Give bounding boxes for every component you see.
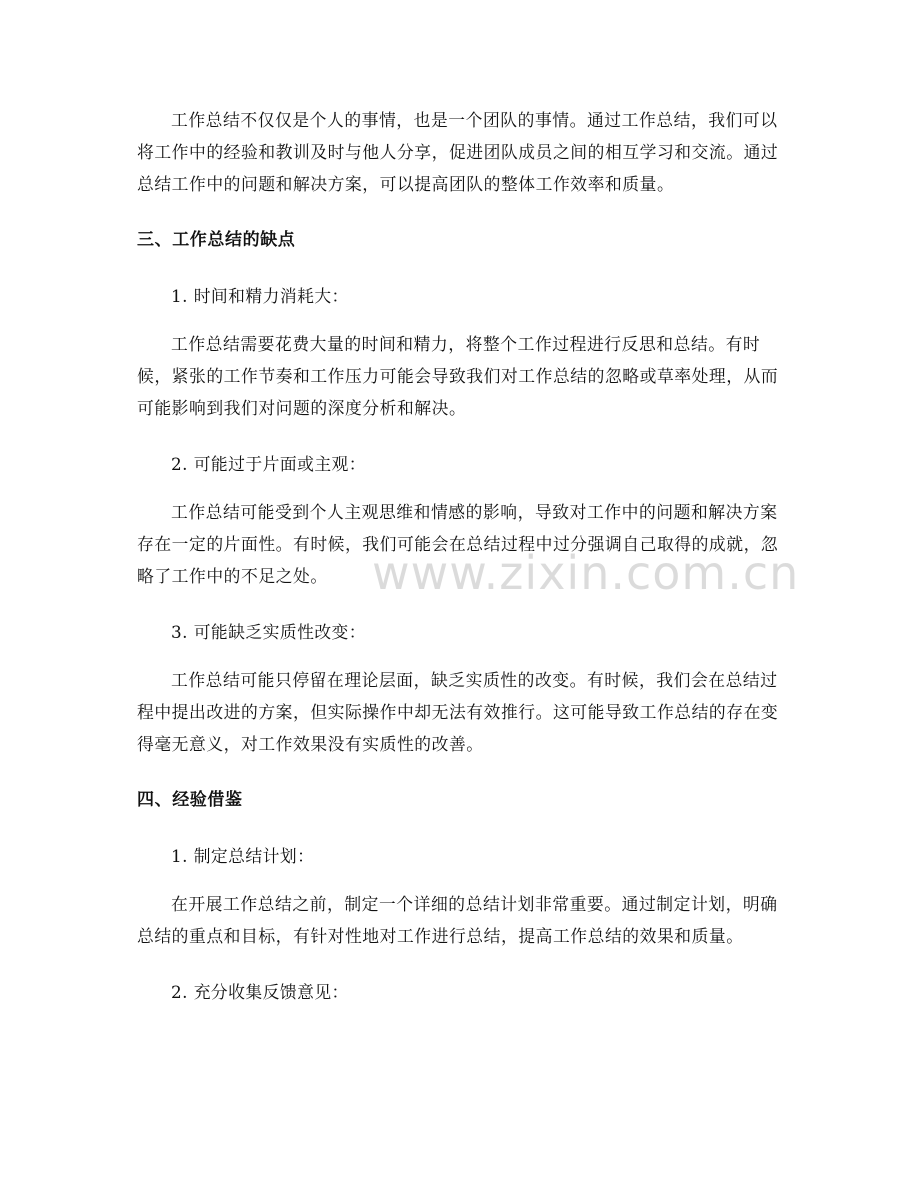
- section-4-item-2-title: 2. 充分收集反馈意见：: [171, 982, 349, 1002]
- section-3-item-3-body: 工作总结可能只停留在理论层面，缺乏实质性的改变。有时候，我们会在总结过程中提出改进的方案，但实际操作中却无法有效推行。这可能导致工作总结的存在变得毫无意义，对工作效果没有实质性的改善。: [137, 670, 779, 754]
- section-3-item-3-title: 3. 可能缺乏实质性改变：: [171, 622, 367, 642]
- section-4-item-1-title: 1. 制定总结计划：: [171, 846, 315, 866]
- section-3-heading: 三、工作总结的缺点: [137, 230, 296, 250]
- section-3-item-1-title: 1. 时间和精力消耗大：: [171, 286, 349, 306]
- section-4-item-1-body: 在开展工作总结之前，制定一个详细的总结计划非常重要。通过制定计划，明确总结的重点和目标，有针对性地对工作进行总结，提高工作总结的效果和质量。: [137, 894, 778, 946]
- section-4-heading: 四、经验借鉴: [137, 790, 243, 810]
- watermark-text: www.zixin.com.cn: [372, 546, 800, 600]
- intro-paragraph: 工作总结不仅仅是个人的事情，也是一个团队的事情。通过工作总结，我们可以将工作中的经验和教训及时与他人分享，促进团队成员之间的相互学习和交流。通过总结工作中的问题和解决方案，可以提高团队的整体工作效率和质量。: [137, 110, 779, 194]
- section-3-item-1-body: 工作总结需要花费大量的时间和精力，将整个工作过程进行反思和总结。有时候，紧张的工作节奏和工作压力可能会导致我们对工作总结的忽略或草率处理，从而可能影响到我们对问题的深度分析和解决。: [137, 334, 779, 418]
- section-3-item-2-body: 工作总结可能受到个人主观思维和情感的影响，导致对工作中的问题和解决方案存在一定的片面性。有时候，我们可能会在总结过程中过分强调自己取得的成就，忽略了工作中的不足之处。: [137, 502, 779, 586]
- section-3-item-2-title: 2. 可能过于片面或主观：: [171, 454, 367, 474]
